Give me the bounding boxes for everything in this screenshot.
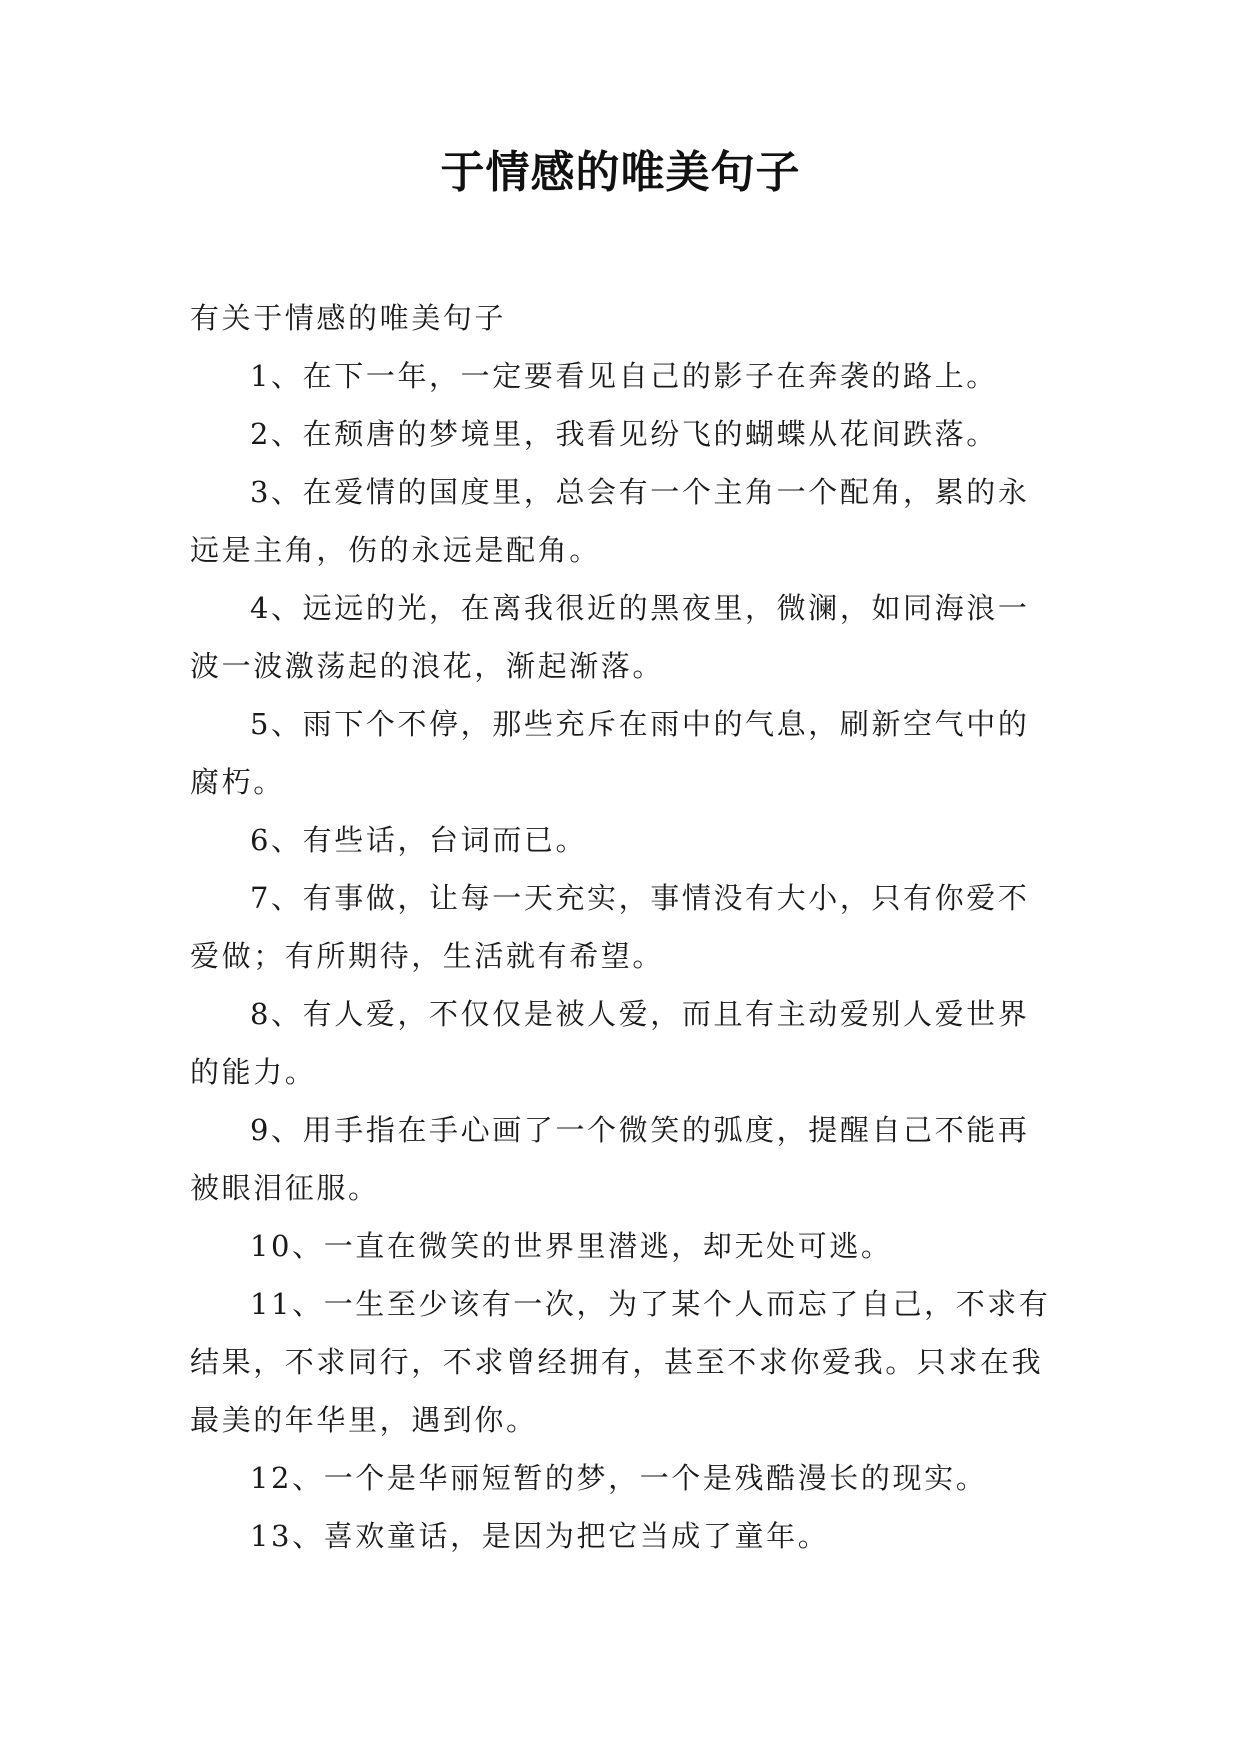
list-item: 6、有些话，台词而已。	[250, 823, 588, 857]
list-item: 7、有事做，让每一天充实，事情没有大小，只有你爱不爱做；有所期待，生活就有希望。	[190, 881, 1030, 973]
list-item: 11、一生至少该有一次，为了某个人而忘了自己，不求有结果，不求同行，不求曾经拥有，甚至不求你爱我。只求在我最美的年华里，遇到你。	[190, 1287, 1051, 1437]
list-item: 8、有人爱，不仅仅是被人爱，而且有主动爱别人爱世界的能力。	[190, 997, 1030, 1089]
list-item: 1、在下一年，一定要看见自己的影子在奔袭的路上。	[250, 359, 998, 393]
list-item: 3、在爱情的国度里，总会有一个主角一个配角，累的永远是主角，伤的永远是配角。	[190, 475, 1030, 567]
list-item: 5、雨下个不停，那些充斥在雨中的气息，刷新空气中的腐朽。	[190, 707, 1030, 799]
document-title: 于情感的唯美句子	[440, 147, 801, 198]
list-item: 4、远远的光，在离我很近的黑夜里，微澜，如同海浪一波一波激荡起的浪花，渐起渐落。	[190, 591, 1030, 683]
list-item: 10、一直在微笑的世界里潜逃，却无处可逃。	[250, 1229, 893, 1263]
intro-paragraph: 有关于情感的唯美句子	[190, 301, 507, 335]
list-item: 13、喜欢童话，是因为把它当成了童年。	[250, 1519, 830, 1553]
list-item: 12、一个是华丽短暂的梦，一个是残酷漫长的现实。	[250, 1461, 988, 1495]
list-item: 2、在颓唐的梦境里，我看见纷飞的蝴蝶从花间跌落。	[250, 417, 998, 451]
list-item: 9、用手指在手心画了一个微笑的弧度，提醒自己不能再被眼泪征服。	[190, 1113, 1030, 1205]
document-body	[190, 289, 1053, 1565]
